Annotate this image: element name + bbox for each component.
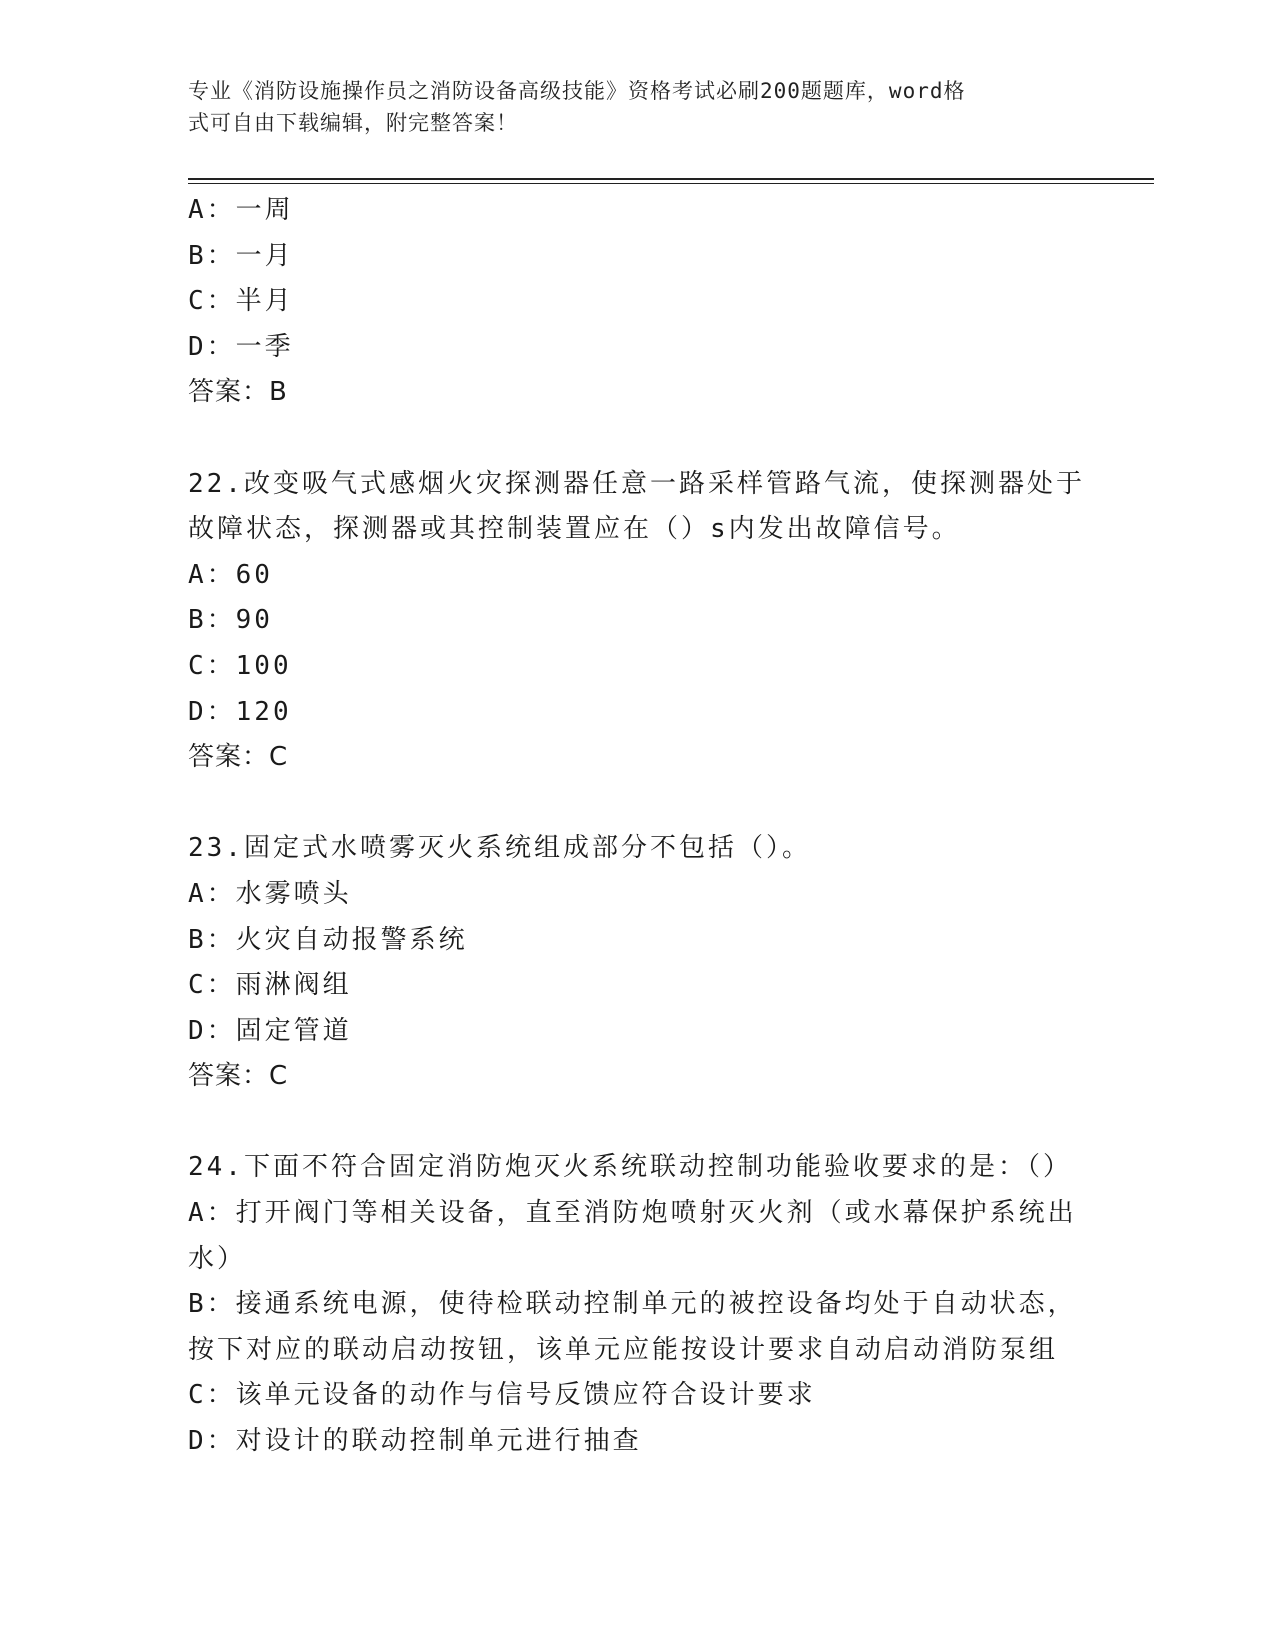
answer-line: 答案：C xyxy=(188,1061,289,1092)
option-c: C：雨淋阀组 xyxy=(188,970,352,1001)
header-rule-thick xyxy=(188,178,1154,180)
option-a: A：60 xyxy=(188,559,273,590)
option-d: D：对设计的联动控制单元进行抽查 xyxy=(188,1426,642,1457)
option-b: B：火灾自动报警系统 xyxy=(188,924,468,955)
option-b: B：90 xyxy=(188,605,273,636)
option-d: D：120 xyxy=(188,696,292,727)
answer-line: 答案：C xyxy=(188,742,289,773)
question-stem-continued: 故障状态，探测器或其控制装置应在（）s内发出故障信号。 xyxy=(188,514,961,545)
question-stem: 24.下面不符合固定消防炮灭火系统联动控制功能验收要求的是：（） xyxy=(188,1152,1072,1183)
header-line-2: 式可自由下载编辑，附完整答案！ xyxy=(188,111,518,135)
option-a: A：一周 xyxy=(188,195,294,225)
option-d: D：一季 xyxy=(188,331,294,362)
option-a: A：打开阀门等相关设备，直至消防炮喷射灭火剂（或水幕保护系统出 xyxy=(188,1198,1077,1229)
option-b: B：接通系统电源，使待检联动控制单元的被控设备均处于自动状态， xyxy=(188,1289,1077,1320)
option-b: B：一月 xyxy=(188,240,294,271)
question-list xyxy=(188,188,1088,1465)
answer-line: 答案：B xyxy=(188,377,288,408)
question-22 xyxy=(188,462,1088,781)
option-a-continued: 水） xyxy=(188,1243,247,1274)
spacer xyxy=(188,416,1088,462)
question-stem: 22.改变吸气式感烟火灾探测器任意一路采样管路气流，使探测器处于 xyxy=(188,468,1085,499)
document-header xyxy=(188,75,1068,139)
header-line-1: 专业《消防设施操作员之消防设备高级技能》资格考试必刷200题题库，word格 xyxy=(188,79,966,103)
option-c: C：半月 xyxy=(188,286,294,317)
option-a: A：水雾喷头 xyxy=(188,878,352,909)
question-24 xyxy=(188,1145,1088,1464)
option-c: C：该单元设备的动作与信号反馈应符合设计要求 xyxy=(188,1380,816,1411)
option-c: C：100 xyxy=(188,650,292,681)
question-21 xyxy=(188,188,1088,416)
spacer xyxy=(188,781,1088,827)
option-b-continued: 按下对应的联动启动按钮，该单元应能按设计要求自动启动消防泵组 xyxy=(188,1334,1059,1365)
spacer xyxy=(188,1100,1088,1146)
header-rule-thin xyxy=(188,183,1154,184)
question-23 xyxy=(188,826,1088,1100)
option-d: D：固定管道 xyxy=(188,1015,352,1046)
question-stem: 23.固定式水喷雾灭火系统组成部分不包括（）。 xyxy=(188,833,811,864)
